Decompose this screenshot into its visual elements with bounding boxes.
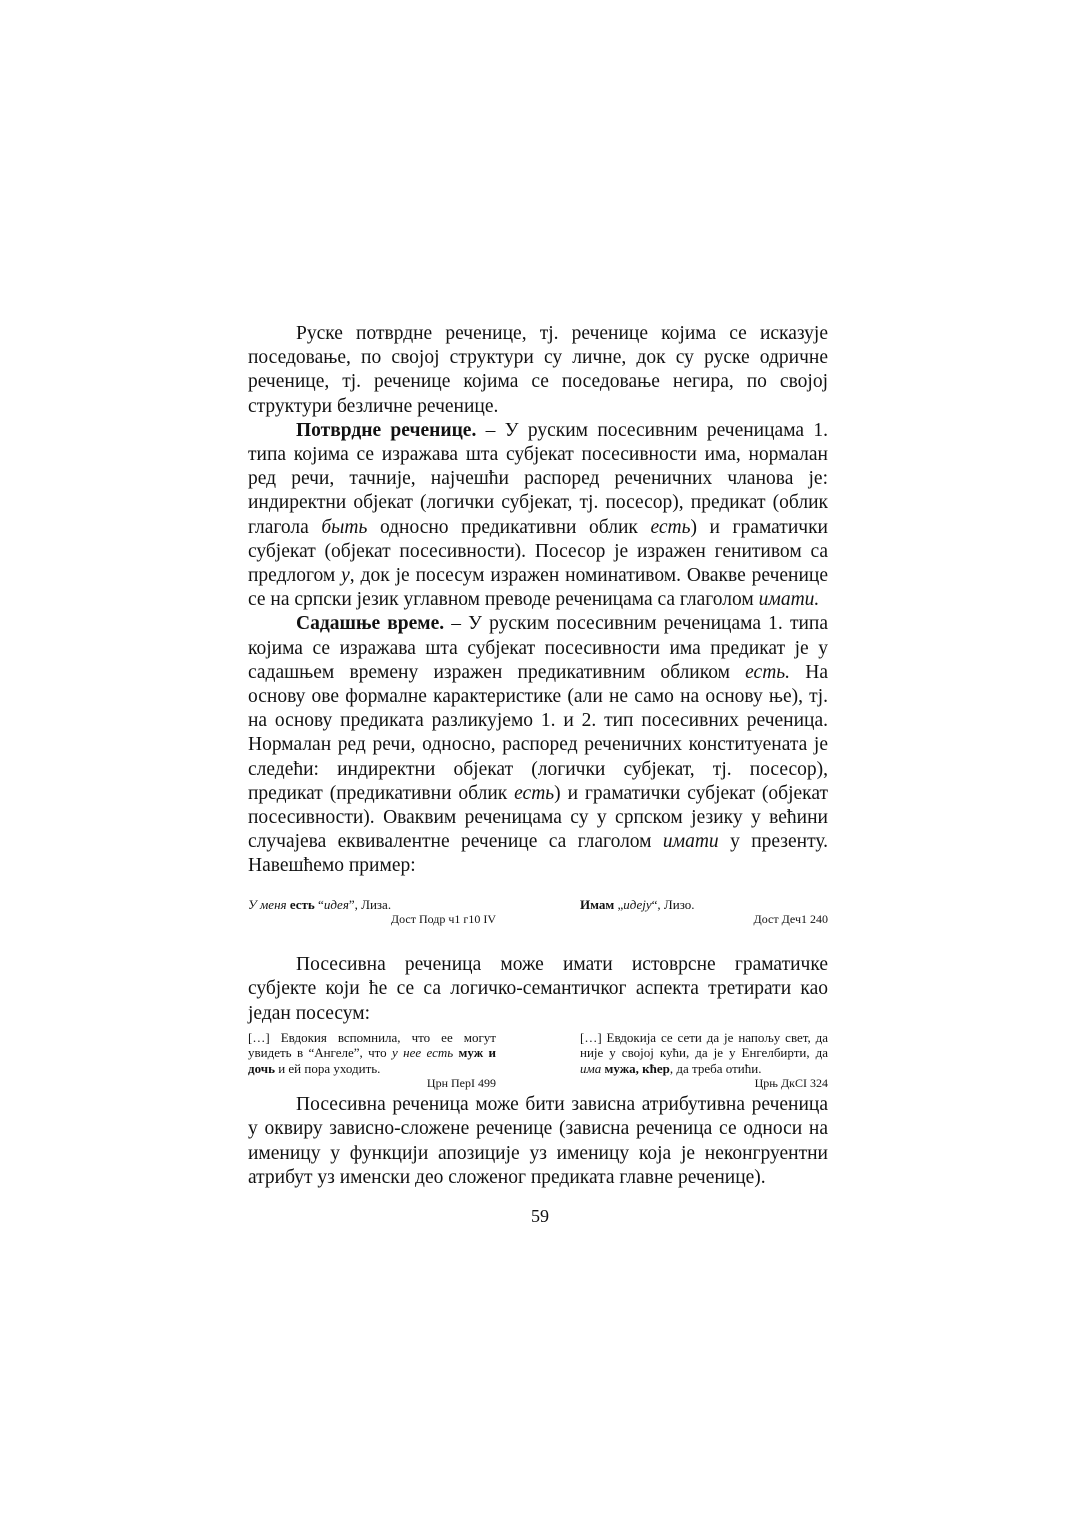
paragraph-compound-subjects: Посесивна реченица може имати истоврсне граматичке субјекте који ће се са логичко-семантичког аспекта третирати као један посесум: — [248, 954, 828, 1024]
italic-run: У меня — [248, 896, 287, 912]
text-run: „ — [614, 896, 624, 912]
example-1-serbian-source: Дост Деч1 240 — [753, 912, 828, 927]
italic-run: есть. — [745, 661, 791, 683]
example-2-serbian-source: Црњ ДкСI 324 — [754, 1076, 828, 1091]
italic-run: есть — [514, 782, 555, 804]
example-2-russian-text — [248, 1030, 496, 1077]
example-1-serbian — [580, 897, 828, 928]
text-run: На основу ове формалне карактеристике (али не само на основу ње), тј. на основу предиката разликујемо 1. и 2. тип посесивних реченица. Нормалан ред речи, односно, распоред реченичних конституената је следећи: индиректни објекат (логички субјекат, тј. посесор), предикат (предикативни облик — [248, 661, 828, 804]
example-1-russian-source: Дост Подр ч1 г10 IV — [390, 912, 496, 927]
bold-run: есть — [286, 896, 319, 912]
text-run: “ — [318, 896, 324, 912]
example-2-serbian — [580, 1030, 828, 1092]
italic-run: у нее есть — [392, 1045, 454, 1061]
text-run: ”, Лиза. — [348, 896, 392, 912]
example-pair-1 — [248, 897, 828, 928]
italic-run: имати. — [758, 589, 820, 611]
example-2-serbian-text — [580, 1030, 828, 1077]
text-run: , док је посесум изражен номинативом. Овакве реченице се на српски језик углавном преводе реченицама са глаголом — [248, 565, 829, 611]
example-2-russian — [248, 1030, 496, 1092]
heading-present-tense: Садашње време. — [296, 613, 445, 635]
text-run: […] Евдокия вспомнила, что ее могут увидеть в “Ангеле”, что — [248, 1029, 496, 1061]
italic-run: у — [341, 565, 350, 587]
paragraph-affirmative — [248, 419, 828, 613]
bold-run: Имам — [580, 896, 615, 912]
italic-run: идеју — [623, 896, 652, 912]
italic-run: быть — [321, 516, 368, 538]
text-run: односно предикативни облик — [367, 516, 651, 538]
example-pair-2 — [248, 1030, 828, 1092]
text-run: и ей пора уходить. — [274, 1060, 381, 1076]
paragraph-intro: Руске потврдне реченице, тј. реченице којима се исказује поседовање, по својој структури су личне, док су руске одричне реченице, тј. реченице којима се поседовање негира, по својој структури безличне реченице. — [248, 323, 828, 417]
italic-run: есть — [650, 516, 691, 538]
text-run: […] Евдокија се сети да је напољу свет, да није у својој кући, да је у Енгелбирти, да — [580, 1029, 828, 1061]
bold-run: муж и дочь — [248, 1045, 496, 1076]
italic-run: има — [580, 1060, 602, 1076]
text-run: , да треба отићи. — [669, 1060, 762, 1076]
page-number: 59 — [531, 1206, 549, 1226]
paragraph-present-tense — [248, 612, 828, 878]
example-1-serbian-text — [580, 897, 828, 913]
page-body — [248, 322, 828, 1190]
example-1-russian — [248, 897, 496, 928]
text-run: ) и граматички субјекат (објекат посесивности). Оваквим реченицама су у српском језику у већини случајева еквивалентне реченице са глаголом — [248, 782, 829, 853]
example-1-russian-text — [248, 897, 496, 913]
italic-run: имати — [662, 831, 719, 853]
text-run: ) и граматички субјекат (објекат посесивности). Посесор је изражен генитивом са предлогом — [248, 516, 828, 587]
paragraph-dependent-clause: Посесивна реченица може бити зависна атрибутивна реченица у оквиру зависно-сложене реченице (зависна реченица се односи на именицу у функцији апозиције уз именицу која је неконгруентни атрибут уз именски део сложеног предиката главне реченице). — [248, 1094, 828, 1188]
text-run: “, Лизо. — [651, 896, 695, 912]
example-2-russian-source: Црн ПерI 499 — [426, 1076, 496, 1091]
text-run: – У руским посесивним реченицама 1. типа којима се изражава шта субјекат посесивности има предикат је у садашњем времену изражен предикативним обликом — [248, 613, 828, 683]
text-run: у презенту. Навешћемо пример: — [248, 831, 829, 877]
heading-affirmative: Потврдне реченице. — [296, 419, 477, 441]
italic-run: идея — [323, 896, 349, 912]
bold-run: мужа, кћер — [601, 1060, 670, 1076]
text-run: – У руским посесивним реченицама 1. типа којима се изражава шта субјекат посесивности има, нормалан ред речи, тачније, најчешћи распоред реченичних чланова је: индиректни објекат (логички субјекат, тј. посесор), предикат (облик глагола — [248, 419, 829, 538]
